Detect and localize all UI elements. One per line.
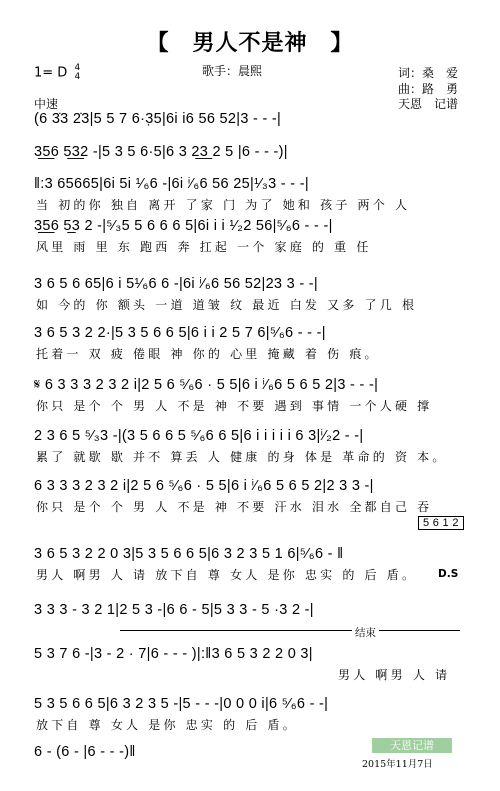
notation-row: 5 3 7 6 -|3 - 2 · 7|6 - - - )|:‖3 6 5 3 2 2 0 3| bbox=[34, 646, 313, 662]
ending-bracket-line bbox=[120, 630, 460, 631]
lyric-row: 托着一 双 疲 倦眼 神 你的 心里 掩藏 着 伤 痕。 bbox=[36, 347, 380, 361]
time-sig-top: 4 bbox=[74, 63, 81, 73]
time-sig-bottom: 4 bbox=[74, 72, 81, 82]
notation-row: 3̲5̲6 5̲3 2 -|⁵⁄₃5 5 6 6 6 5|6i i i ¹⁄₂2 56|⁵⁄₆6 - - -| bbox=[34, 218, 333, 234]
lyric-row: 如 今的 你 额头 一道 道皱 纹 最近 白发 又多 了几 根 bbox=[36, 298, 418, 312]
lyricist-credit: 词：桑 爱 bbox=[398, 66, 459, 80]
notation-row: 2 3 6 5 ⁵⁄₃3 -|(3 5 6 6 5 ⁵⁄₆6 6 5|6 i i i i i 6 3|ⁱ⁄₂2 - -| bbox=[34, 428, 364, 444]
lyric-row: 当 初的你 独自 离开 了家 门 为了 她和 孩子 两个 人 bbox=[36, 198, 411, 212]
lyric-row: 你只 是个 个 男 人 不是 神 不要 遇到 事情 一个人硬 撑 bbox=[36, 399, 433, 413]
dal-segno-mark: D.S bbox=[438, 568, 459, 580]
song-title: 【 男人不是神 】 bbox=[146, 31, 354, 56]
notation-row: 6 - (6 - |6 - - -)‖ bbox=[34, 744, 136, 760]
lyric-row: 你只 是个 个 男 人 不是 神 不要 汗水 泪水 全都自己 吞 bbox=[36, 500, 433, 514]
transcriber-credit: 天恩 记谱 bbox=[398, 97, 459, 111]
key-label: 1= D bbox=[34, 65, 68, 81]
notation-row: 3 6 5 6 65|6 i 5¹⁄₆6 6 -|6i ⁱ⁄₆6 56 52|23 3 - -| bbox=[34, 276, 318, 292]
notation-row: ‖:3 65665|6i 5i ¹⁄₆6 -|6i ⁱ⁄₆6 56 25|¹⁄₃3 - - -| bbox=[34, 176, 309, 192]
transcription-date: 2015年11月7日 bbox=[362, 759, 433, 770]
transcriber-stamp: 天恩记谱 bbox=[372, 738, 452, 753]
ending-label: 结束 bbox=[352, 625, 379, 640]
tempo-marking: 中速 bbox=[34, 97, 59, 111]
composer-credit: 曲：路 勇 bbox=[398, 82, 459, 96]
notation-row: 3 6 5 3 2 2 0 3|5 3 5 6 6 5|6 3 2 3 5 1 6|⁵⁄₆6 - ‖ bbox=[34, 546, 344, 562]
time-signature bbox=[74, 64, 80, 82]
notation-row: 5 3 5 6 6 5|6 3 2 3 5 -|5 - - -|0 0 0 i|6 ⁵⁄₆6 - -| bbox=[34, 696, 329, 712]
key-signature bbox=[34, 64, 80, 82]
lyric-row: 男人 啊男 人 请 放下自 尊 女人 是你 忠实 的 后 盾。 bbox=[36, 568, 418, 582]
notation-row: 3 3 3 - 3 2 1|2 5 3 -|6 6 - 5|5 3 3 - 5 ·3 2 -| bbox=[34, 602, 314, 618]
singer-credit: 歌手：晨熙 bbox=[202, 64, 263, 78]
lyric-row: 放下自 尊 女人 是你 忠实 的 后 盾。 bbox=[36, 718, 298, 732]
lyric-row: 累了 就歇 歇 并不 算丢 人 健康 的身 体是 革命的 资 本。 bbox=[36, 450, 448, 464]
notation-row: 𝄋 6 3 3 3 2 3 2 i|2 5 6 ⁵⁄₆6 · 5 5|6 i ⁱ⁄₆6 5 6 5 2|3 - - -| bbox=[34, 377, 379, 393]
notation-row: 3̲5̲6 5̲3̲2 -|5 3 5 6·5|6 3 2̲3̲ 2 5 |6 - - -)| bbox=[34, 144, 288, 160]
lyric-row: 风里 雨 里 东 跑西 奔 扛起 一个 家庭 的 重 任 bbox=[36, 240, 372, 254]
notation-row: (6 3̇3 2̇3|5 5 7 6·3̣5|6i i6 56 52|3 - - -| bbox=[34, 111, 282, 127]
notation-row: 6 3 3 3 2 3 2 i|2 5 6 ⁵⁄₆6 · 5 5|6 i ⁱ⁄₆6 5 6 5 2|2 3 3 -| bbox=[34, 478, 374, 494]
alternate-phrase-box: 5 6 1 2 bbox=[418, 516, 464, 530]
lyric-row: 男人 啊男 人 请 bbox=[338, 668, 451, 682]
notation-row: 3 6 5 3 2 2·|5 3 5 6 6 5|6 i i 2 5 7 6|⁵⁄₆6 - - -| bbox=[34, 325, 326, 341]
